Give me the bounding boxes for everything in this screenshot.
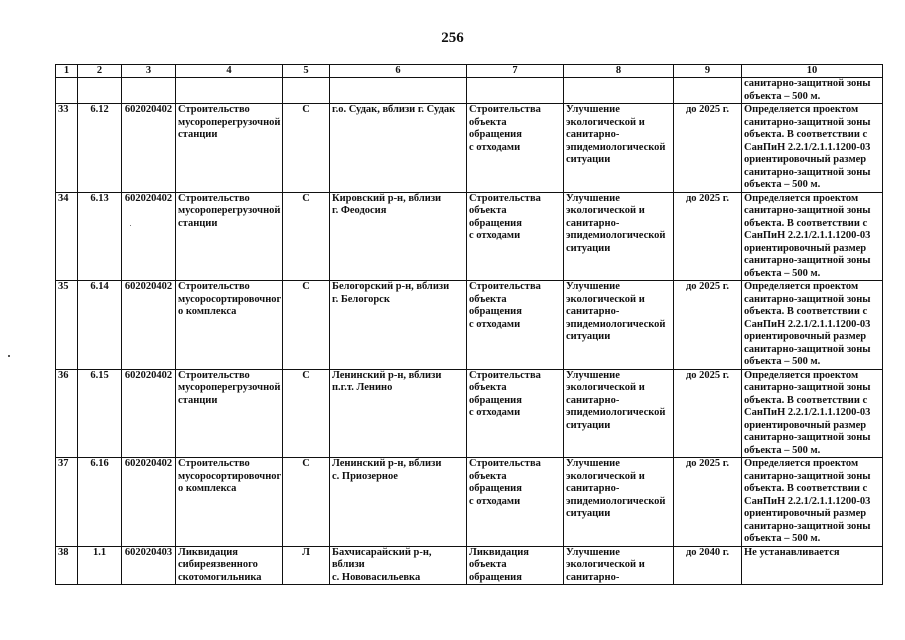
header-cell: 3 [122, 65, 176, 78]
table-row [56, 104, 883, 193]
section-code-cell: 6.13 [78, 192, 122, 281]
object-code-cell: 602020402 [122, 369, 176, 458]
table-row [56, 546, 883, 585]
sanitary-zone-cell: Определяется проектом санитарно-защитной зоны объекта. В соответствии с СанПиН 2.2.1/2.1.1.1200-03 ориентировочный размер санитарно-защитной зоны объекта – 500 м. [742, 281, 883, 370]
table-cell: санитарно-защитной зоны объекта – 500 м. [742, 78, 883, 104]
page-number: 256 [441, 30, 464, 46]
purpose-cell: Ликвидация объекта обращения [467, 546, 564, 585]
table-cell [283, 78, 330, 104]
object-name-cell: Строительство мусороперегрузочной станции [176, 104, 283, 193]
section-code-cell: 6.15 [78, 369, 122, 458]
header-cell: 5 [283, 65, 330, 78]
deadline-cell: до 2025 г. [674, 104, 742, 193]
object-name-cell: Ликвидация сибиреязвенного скотомогильника [176, 546, 283, 585]
status-cell: С [283, 192, 330, 281]
sanitary-zone-cell: Определяется проектом санитарно-защитной зоны объекта. В соответствии с СанПиН 2.2.1/2.1.1.1200-03 ориентировочный размер санитарно-защитной зоны объекта – 500 м. [742, 192, 883, 281]
object-code-cell: 602020402 [122, 281, 176, 370]
sanitary-zone-cell: Определяется проектом санитарно-защитной зоны объекта. В соответствии с СанПиН 2.2.1/2.1.1.1200-03 ориентировочный размер санитарно-защитной зоны объекта – 500 м. [742, 104, 883, 193]
status-cell: Л [283, 546, 330, 585]
header-cell: 7 [467, 65, 564, 78]
object-code-cell: 602020403 [122, 546, 176, 585]
section-code-cell: 6.12 [78, 104, 122, 193]
deadline-cell: до 2040 г. [674, 546, 742, 585]
table-header-row [56, 65, 883, 78]
purpose-cell: Строительства объекта обращения с отходами [467, 104, 564, 193]
location-cell: г.о. Судак, вблизи г. Судак [330, 104, 467, 193]
status-cell: С [283, 104, 330, 193]
goal-cell: Улучшение экологической и санитарно- эпидемиологической ситуации [564, 192, 674, 281]
scan-speck [8, 355, 10, 357]
header-cell: 9 [674, 65, 742, 78]
deadline-cell: до 2025 г. [674, 458, 742, 547]
header-cell: 1 [56, 65, 78, 78]
sanitary-zone-cell: Не устанавливается [742, 546, 883, 585]
table-cell [564, 78, 674, 104]
purpose-cell: Строительства объекта обращения с отходами [467, 281, 564, 370]
goal-cell: Улучшение экологической и санитарно- эпидемиологической ситуации [564, 281, 674, 370]
location-cell: Бахчисарайский р-н, вблизи с. Нововасильевка [330, 546, 467, 585]
status-cell: С [283, 369, 330, 458]
purpose-cell: Строительства объекта обращения с отходами [467, 458, 564, 547]
purpose-cell: Строительства объекта обращения с отходами [467, 369, 564, 458]
row-number-cell: 33 [56, 104, 78, 193]
row-number-cell: 34 [56, 192, 78, 281]
location-cell: Белогорский р-н, вблизи г. Белогорск [330, 281, 467, 370]
section-code-cell: 6.16 [78, 458, 122, 547]
header-cell: 10 [742, 65, 883, 78]
object-code-cell: 602020402 [122, 104, 176, 193]
table-cell [122, 78, 176, 104]
table-cell [674, 78, 742, 104]
object-name-cell: Строительство мусороперегрузочной станции [176, 369, 283, 458]
deadline-cell: до 2025 г. [674, 281, 742, 370]
location-cell: Ленинский р-н, вблизи п.г.т. Ленино [330, 369, 467, 458]
header-cell: 6 [330, 65, 467, 78]
row-number-cell: 35 [56, 281, 78, 370]
section-code-cell: 6.14 [78, 281, 122, 370]
table-cell [56, 78, 78, 104]
header-cell: 4 [176, 65, 283, 78]
location-cell: Ленинский р-н, вблизи с. Приозерное [330, 458, 467, 547]
deadline-cell: до 2025 г. [674, 369, 742, 458]
goal-cell: Улучшение экологической и санитарно- [564, 546, 674, 585]
header-cell: 8 [564, 65, 674, 78]
goal-cell: Улучшение экологической и санитарно- эпидемиологической ситуации [564, 369, 674, 458]
table-cell [330, 78, 467, 104]
sanitary-zone-cell: Определяется проектом санитарно-защитной зоны объекта. В соответствии с СанПиН 2.2.1/2.1.1.1200-03 ориентировочный размер санитарно-защитной зоны объекта – 500 м. [742, 369, 883, 458]
table-cell [78, 78, 122, 104]
section-code-cell: 1.1 [78, 546, 122, 585]
object-name-cell: Строительство мусоросортировочног о комплекса [176, 458, 283, 547]
location-cell: Кировский р-н, вблизи г. Феодосия [330, 192, 467, 281]
row-number-cell: 36 [56, 369, 78, 458]
table-row [56, 281, 883, 370]
table-row [56, 369, 883, 458]
continuation-row [56, 78, 883, 104]
data-table [55, 64, 883, 585]
table-row [56, 458, 883, 547]
status-cell: С [283, 281, 330, 370]
row-number-cell: 38 [56, 546, 78, 585]
table-row [56, 192, 883, 281]
object-name-cell: Строительство мусороперегрузочной станции [176, 192, 283, 281]
table-cell [176, 78, 283, 104]
row-number-cell: 37 [56, 458, 78, 547]
object-code-cell: 602020402 [122, 192, 176, 281]
header-cell: 2 [78, 65, 122, 78]
object-code-cell: 602020402 [122, 458, 176, 547]
purpose-cell: Строительства объекта обращения с отходами [467, 192, 564, 281]
goal-cell: Улучшение экологической и санитарно- эпидемиологической ситуации [564, 104, 674, 193]
sanitary-zone-cell: Определяется проектом санитарно-защитной зоны объекта. В соответствии с СанПиН 2.2.1/2.1.1.1200-03 ориентировочный размер санитарно-защитной зоны объекта – 500 м. [742, 458, 883, 547]
goal-cell: Улучшение экологической и санитарно- эпидемиологической ситуации [564, 458, 674, 547]
object-name-cell: Строительство мусоросортировочног о комплекса [176, 281, 283, 370]
deadline-cell: до 2025 г. [674, 192, 742, 281]
status-cell: С [283, 458, 330, 547]
table-cell [467, 78, 564, 104]
